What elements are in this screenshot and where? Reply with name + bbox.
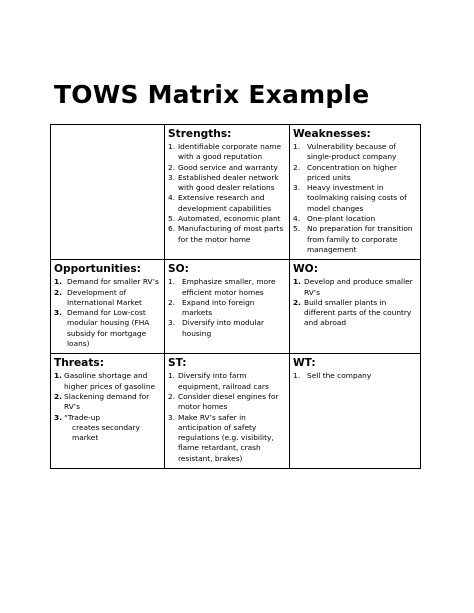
item-text: Expand into foreign markets [182,297,255,318]
item-text: Identifiable corporate name with a good reputation [178,142,282,162]
item-number: 1. [54,277,62,287]
list-item [168,413,286,464]
strengths-cell [165,125,290,260]
item-text: Good service and warranty [178,162,278,172]
item-text: No preparation for transition from family to corporate management [307,224,413,254]
threats-list [54,371,161,443]
item-number: 1. [293,277,301,287]
list-item [168,173,286,194]
item-text [64,413,161,444]
threats-cell [51,354,165,469]
list-item [293,142,417,163]
item-text: Manufacturing of most parts for the motor home [178,224,284,244]
list-item [54,288,161,309]
item-text: Gasoline shortage and higher prices of gasoline [64,371,156,391]
list-item [168,193,286,214]
list-item [293,371,417,381]
wt-cell [290,354,421,469]
so-list [168,277,286,339]
item-text: Automated, economic plant [178,214,281,224]
item-text: Diversify into modular housing [182,318,265,338]
item-number: 1. [168,371,176,381]
list-item [54,308,161,349]
strengths-heading: Strengths: [168,128,232,140]
item-number: 2. [293,297,301,307]
item-number: 3. [168,412,176,422]
item-number: 1. [293,142,301,151]
item-text: Demand for Low-cost modular housing (FHA subsidy for mortgage loans) [67,308,150,349]
wo-list [293,277,417,328]
list-item [54,371,161,392]
item-number: 3. [293,183,301,193]
list-item [293,214,417,224]
item-number: 6. [168,224,176,234]
matrix-row-threats [51,354,421,469]
item-number: 4. [293,214,301,224]
item-number: 1. [293,371,301,381]
tows-matrix-table [50,124,421,469]
item-text: Development of International Market [67,287,142,307]
list-item [168,298,286,319]
matrix-row-header [51,125,421,260]
item-text: Sell the company [307,371,372,381]
weaknesses-list [293,142,417,255]
item-number: 1. [168,142,176,151]
item-number: 2. [168,391,176,401]
opportunities-list [54,277,161,349]
list-item [168,371,286,392]
item-text: Develop and produce smaller RV’s [304,277,413,297]
item-number: 2. [168,297,176,307]
item-number: 2. [54,287,62,297]
item-text: Concentration on higher priced units [307,162,397,182]
list-item [168,214,286,224]
item-text: One-plant location [307,214,376,224]
list-item [54,277,161,287]
list-item [54,413,161,444]
wo-heading: WO: [293,263,318,276]
list-item [168,392,286,413]
item-number: 3. [54,308,62,318]
item-text: Slackening demand for RV’s [64,391,150,412]
st-list [168,371,286,464]
wo-cell [290,260,421,354]
strengths-list [168,142,286,245]
item-number: 1. [54,371,62,381]
item-text: Demand for smaller RV’s [67,277,159,287]
wt-list [293,371,417,381]
threats-heading: Threats: [54,357,104,370]
list-item [293,183,417,214]
item-number: 4. [168,193,176,203]
item-text: Heavy investment in toolmaking raising costs of model changes [307,183,407,213]
matrix-row-opportunities [51,260,421,354]
list-item [293,277,417,298]
opportunities-cell [51,260,165,354]
wt-heading: WT: [293,357,316,370]
list-item [293,298,417,329]
item-number: 2. [54,391,62,401]
list-item [168,224,286,245]
page-title: TOWS Matrix Example [54,80,370,109]
item-text: Emphasize smaller, more efficient motor homes [182,277,276,297]
list-item [293,224,417,255]
item-text: Vulnerability because of single-product company [307,142,397,162]
item-number: 3. [168,318,176,328]
item-text: Diversify into farm equipment, railroad cars [178,371,269,391]
item-text: Make RV’s safer in anticipation of safety regulations (e.g. visibility, flame retardant, crash resistant, brakes) [178,412,274,463]
list-item [293,163,417,184]
item-number: 5. [293,224,301,234]
item-text-line: “Trade-up [64,412,101,422]
item-number: 3. [54,412,62,422]
list-item [168,142,286,163]
st-cell [165,354,290,469]
list-item [168,163,286,173]
item-number: 3. [168,172,176,182]
item-text: Extensive research and development capabilities [178,193,272,213]
item-number: 2. [293,162,301,172]
item-text: Established dealer network with good dealer relations [178,172,279,193]
list-item [168,318,286,339]
item-number: 5. [168,214,176,224]
list-item [168,277,286,298]
item-number: 2. [168,162,176,172]
weaknesses-cell [290,125,421,260]
so-cell [165,260,290,354]
weaknesses-heading: Weaknesses: [293,128,371,140]
empty-corner-cell [51,125,165,260]
so-heading: SO: [168,263,189,276]
item-number: 1. [168,277,176,287]
st-heading: ST: [168,357,187,370]
opportunities-heading: Opportunities: [54,263,141,276]
item-text: Consider diesel engines for motor homes [178,391,279,412]
item-text-continuation: creates secondary market [72,422,140,443]
list-item [54,392,161,413]
item-text: Build smaller plants in different parts of the country and abroad [304,297,412,328]
